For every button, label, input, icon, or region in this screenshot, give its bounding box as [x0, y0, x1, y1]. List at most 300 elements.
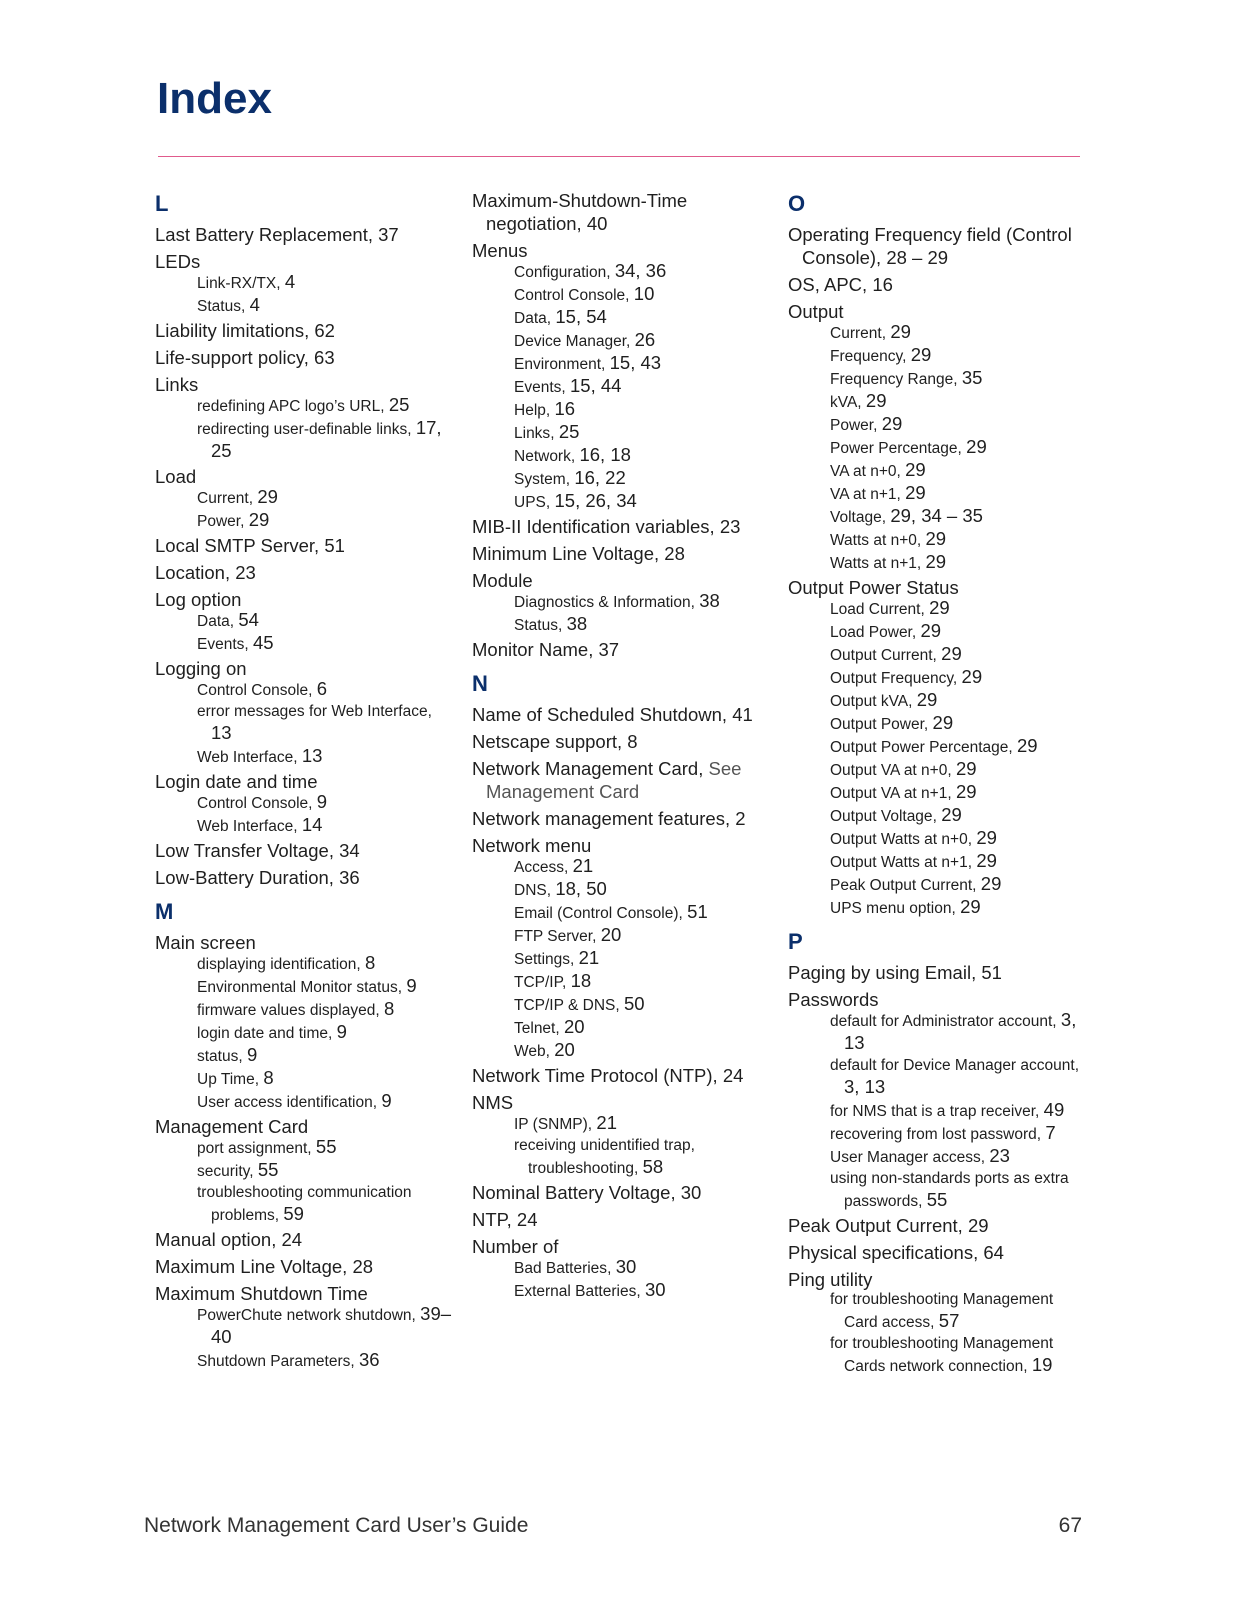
index-subentry-term: Power: [197, 513, 241, 530]
index-separator: ,: [557, 617, 567, 634]
index-subentry-term: Events: [514, 379, 562, 396]
index-separator: ,: [570, 448, 580, 465]
index-subentry: [802, 551, 1088, 574]
index-page-ref: 29: [929, 597, 950, 618]
index-separator: ,: [249, 1163, 258, 1180]
index-subentry-term: redirecting user-definable links: [197, 421, 408, 438]
index-subentry: [486, 947, 772, 970]
index-subentry: [169, 294, 455, 317]
index-page-ref: 54: [238, 609, 259, 630]
index-separator: ,: [244, 636, 254, 653]
index-separator: ,: [427, 703, 432, 720]
index-separator: ,: [690, 594, 700, 611]
index-subentry: [169, 1090, 455, 1113]
index-entry-term: Login date and time: [155, 771, 318, 792]
index-entry: [472, 638, 772, 661]
index-page-ref: 36: [358, 1349, 380, 1370]
index-page-ref: 64: [983, 1242, 1004, 1263]
index-separator: ,: [972, 877, 981, 894]
index-entry-term: LEDs: [155, 251, 201, 272]
index-subentry-term: Current: [197, 490, 249, 507]
index-page-ref: 40: [586, 213, 608, 234]
index-page-ref: 15, 44: [570, 375, 622, 396]
index-separator: ,: [367, 224, 379, 245]
index-entry-term: Last Battery Replacement: [155, 224, 368, 245]
index-separator: ,: [588, 639, 599, 660]
index-page-ref: 8: [365, 952, 376, 973]
index-entry: [788, 300, 1088, 574]
index-subentry-term: DNS: [514, 882, 547, 899]
index-separator: ,: [606, 264, 615, 281]
index-page-ref: 29: [905, 482, 926, 503]
index-page-ref: 26: [634, 329, 656, 350]
index-separator: ,: [857, 394, 866, 411]
index-entry: [155, 465, 455, 532]
index-subentry-term: Output Power: [830, 716, 924, 733]
index-subentry-term: Load Current: [830, 601, 921, 618]
index-page-ref: 29: [966, 436, 987, 457]
index-page-ref: 29: [960, 896, 981, 917]
index-separator: ,: [327, 1025, 337, 1042]
index-subentry: [486, 924, 772, 947]
index-subentry: [169, 678, 455, 701]
index-entry: [472, 542, 772, 565]
index-subentry: [486, 352, 772, 375]
index-page-ref: 18: [570, 970, 592, 991]
index-column-1: [155, 189, 455, 1374]
index-separator: ,: [304, 320, 315, 341]
index-separator: ,: [356, 956, 366, 973]
index-separator: ,: [967, 831, 977, 848]
index-page-ref: 57: [938, 1310, 960, 1331]
index-subentry-term: User access identification: [197, 1094, 373, 1111]
index-page-ref: 37: [378, 224, 399, 245]
index-subentry-list: [169, 1303, 455, 1372]
index-separator: ,: [947, 762, 956, 779]
index-separator: ,: [896, 463, 906, 480]
index-subentry: [169, 952, 455, 975]
index-page-ref: 19: [1031, 1354, 1053, 1375]
index-separator: ,: [634, 1160, 643, 1177]
index-subentry-term: Control Console: [197, 795, 309, 812]
index-separator: ,: [967, 854, 977, 871]
index-subentry: [802, 1333, 1088, 1377]
index-subentry: [486, 490, 772, 513]
index-separator: ,: [380, 398, 389, 415]
index-subentry-term: default for Device Manager account: [830, 1057, 1075, 1074]
index-subentry-term: PowerChute network shutdown: [197, 1307, 412, 1324]
index-subentry-list: [169, 609, 455, 655]
index-subentry: [486, 1039, 772, 1062]
index-entry: [472, 703, 772, 726]
index-entry: [155, 561, 455, 584]
index-page-ref: 29: [932, 712, 954, 733]
index-subentry: [169, 745, 455, 768]
index-separator: ,: [902, 348, 911, 365]
index-separator: ,: [506, 1209, 517, 1230]
index-page-ref: 29: [941, 804, 962, 825]
index-page-ref: 36: [339, 867, 360, 888]
index-separator: ,: [545, 494, 555, 511]
index-entry-term: Manual option: [155, 1229, 272, 1250]
index-subentry: [486, 993, 772, 1016]
index-subentry: [802, 597, 1088, 620]
index-separator: ,: [308, 795, 317, 812]
index-subentry: [802, 735, 1088, 758]
index-separator: ,: [563, 859, 573, 876]
index-entry: [472, 515, 772, 538]
index-page-ref: 25: [388, 394, 410, 415]
index-subentry-term: Diagnostics & Information: [514, 594, 691, 611]
index-page-ref: 21: [578, 947, 600, 968]
index-subentry-list: [169, 394, 455, 463]
index-separator: ,: [1052, 1013, 1061, 1030]
index-entry: [472, 1064, 772, 1087]
index-entry: [155, 657, 455, 768]
index-page-ref: 13: [211, 722, 232, 743]
index-page-ref: 37: [598, 639, 620, 660]
index-entry: [155, 534, 455, 557]
index-subentry-term: redefining APC logo’s URL: [197, 398, 381, 415]
index-page-ref: 29: [955, 758, 977, 779]
index-page-ref: 29: [920, 620, 942, 641]
index-entry-term: Load: [155, 466, 197, 487]
index-page-ref: 45: [253, 632, 274, 653]
index-entry-term: Management Card: [155, 1116, 309, 1137]
index-subentry: [169, 791, 455, 814]
index-entry: [155, 1115, 455, 1226]
index-separator: ,: [712, 1065, 723, 1086]
index-separator: ,: [617, 731, 628, 752]
index-entry: [155, 770, 455, 837]
index-page-ref: 23: [719, 516, 741, 537]
index-page-ref: 8: [263, 1067, 274, 1088]
index-page-ref: 10: [633, 283, 655, 304]
index-entry-term: Name of Scheduled Shutdown: [472, 704, 722, 725]
index-page-ref: 6: [316, 678, 328, 699]
index-page-ref: 29: [890, 321, 911, 342]
index-entry: [788, 576, 1088, 919]
index-page-ref: 17, 25: [211, 417, 442, 461]
index-separator: ,: [254, 1071, 264, 1088]
index-subentry-list: [486, 1256, 772, 1302]
index-subentry: [802, 827, 1088, 850]
index-separator: ,: [862, 274, 873, 295]
index-subentry-term: UPS: [514, 494, 546, 511]
index-entry-term: NMS: [472, 1092, 514, 1113]
index-entry-term: Logging on: [155, 658, 247, 679]
index-subentry: [802, 896, 1088, 919]
index-subentry-list: [802, 597, 1088, 919]
index-entry: [155, 931, 455, 1113]
index-page-ref: 15, 26, 34: [554, 490, 637, 511]
index-page-ref: 3, 13: [844, 1009, 1077, 1053]
index-separator: ,: [953, 371, 962, 388]
index-subentry-term: status: [197, 1048, 239, 1065]
index-entry-term: Number of: [472, 1236, 559, 1257]
index-subentry-list: [169, 678, 455, 768]
index-page-ref: 29: [257, 486, 278, 507]
index-letter-heading: M: [155, 899, 174, 924]
index-page-ref: 25: [558, 421, 580, 442]
index-separator: ,: [545, 1043, 555, 1060]
index-subentry-term: Access: [514, 859, 564, 876]
index-subentry-term: security: [197, 1163, 250, 1180]
index-subentry-term: Configuration: [514, 264, 607, 281]
index-separator: ,: [930, 1314, 939, 1331]
index-entry: [472, 1091, 772, 1179]
index-page-ref: 8: [627, 731, 638, 752]
index-entry-term: Network Management Card,: [472, 758, 704, 779]
index-entry: [155, 250, 455, 317]
index-entry-term: Operating Frequency field (Control Console): [788, 224, 1072, 268]
index-entry: [155, 1228, 455, 1251]
index-entry-term: Maximum-Shutdown-Time negotiation: [472, 190, 688, 234]
index-separator: ,: [971, 962, 982, 983]
index-separator: ,: [918, 1193, 927, 1210]
index-separator: ,: [240, 298, 250, 315]
index-separator: ,: [951, 900, 961, 917]
index-entry-term: Log option: [155, 589, 242, 610]
index-entry-term: Passwords: [788, 989, 879, 1010]
index-page-ref: 29: [925, 528, 947, 549]
index-subentry-term: Data: [514, 310, 547, 327]
index-page-ref: 20: [554, 1039, 575, 1060]
index-page-ref: 29: [961, 666, 983, 687]
index-subentry-term: Email (Control Console): [514, 905, 679, 922]
index-separator: ,: [916, 555, 926, 572]
index-separator: ,: [248, 490, 258, 507]
index-separator: ,: [545, 402, 555, 419]
index-entry-term: Module: [472, 570, 533, 591]
index-entry: [788, 1214, 1088, 1237]
index-subentry: [169, 509, 455, 532]
index-separator: ,: [1035, 1103, 1044, 1120]
index-page-ref: 30: [680, 1182, 702, 1203]
index-entry: [472, 1208, 772, 1231]
index-subentry: [802, 873, 1088, 896]
index-page-ref: 3, 13: [844, 1076, 886, 1097]
index-subentry-term: default for Administrator account: [830, 1013, 1053, 1030]
index-separator: ,: [908, 693, 917, 710]
index-subentry-term: Load Power: [830, 624, 912, 641]
index-subentry-term: VA at n+1: [830, 486, 897, 503]
index-entry: [155, 588, 455, 655]
index-subentry-term: Device Manager: [514, 333, 627, 350]
index-page-ref: 55: [926, 1189, 948, 1210]
index-entry: [155, 1255, 455, 1278]
index-entry-term: MIB-II Identification variables: [472, 516, 710, 537]
index-separator: ,: [625, 287, 634, 304]
index-separator: ,: [592, 928, 601, 945]
index-separator: ,: [636, 1283, 645, 1300]
index-subentry: [169, 701, 455, 745]
index-subentry-list: [802, 321, 1088, 574]
index-page-ref: 29: [976, 850, 997, 871]
index-subentry: [802, 1122, 1088, 1145]
index-subentry: [802, 850, 1088, 873]
index-subentry-term: Web Interface: [197, 749, 294, 766]
index-subentry-term: Help: [514, 402, 546, 419]
index-entry: [155, 1282, 455, 1372]
index-subentry-term: External Batteries: [514, 1283, 637, 1300]
index-subentry-term: IP (SNMP): [514, 1116, 588, 1133]
index-subentry: [169, 609, 455, 632]
index-page-ref: 49: [1043, 1099, 1065, 1120]
index-subentry-list: [486, 855, 772, 1062]
index-subentry: [486, 1016, 772, 1039]
index-subentry-term: Power Percentage: [830, 440, 958, 457]
index-page-ref: 9: [381, 1090, 392, 1111]
index-separator: ,: [601, 356, 610, 373]
index-separator: ,: [957, 1215, 968, 1236]
index-page-ref: 7: [1045, 1122, 1056, 1143]
index-subentry: [802, 1099, 1088, 1122]
index-page-ref: 29: [248, 509, 270, 530]
index-separator: ,: [607, 1260, 616, 1277]
index-entry: [472, 807, 772, 830]
index-page-ref: 24: [722, 1065, 744, 1086]
index-subentry: [486, 901, 772, 924]
index-letter-heading: L: [155, 191, 169, 216]
index-page-ref: 16, 18: [579, 444, 631, 465]
index-separator: ,: [1008, 739, 1017, 756]
index-separator: ,: [626, 333, 635, 350]
index-subentry: [486, 1279, 772, 1302]
index-letter-heading: P: [788, 929, 803, 954]
index-subentry-list: [169, 1136, 455, 1226]
index-subentry: [486, 283, 772, 306]
index-entry-term: Physical specifications: [788, 1242, 974, 1263]
index-page-ref: 34, 36: [614, 260, 667, 281]
index-subentry-term: Current: [830, 325, 882, 342]
index-separator: ,: [916, 532, 926, 549]
index-page-ref: 39– 40: [211, 1303, 452, 1347]
index-subentry-term: Environment: [514, 356, 602, 373]
index-subentry-term: Bad Batteries: [514, 1260, 608, 1277]
index-subentry: [486, 1112, 772, 1135]
title-divider: [158, 156, 1080, 157]
index-page-ref: 24: [281, 1229, 303, 1250]
index-subentry-list: [486, 1112, 772, 1179]
index-subentry-term: Frequency Range: [830, 371, 954, 388]
index-separator: ,: [328, 867, 340, 888]
index-page-ref: 58: [642, 1156, 664, 1177]
index-subentry: [169, 975, 455, 998]
index-subentry: [486, 613, 772, 636]
index-page-ref: 21: [596, 1112, 617, 1133]
index-subentry-term: Output VA at n+0: [830, 762, 948, 779]
index-subentry: [802, 459, 1088, 482]
index-subentry: [802, 689, 1088, 712]
index-separator: ,: [350, 1353, 359, 1370]
index-subentry-term: Output Watts at n+1: [830, 854, 968, 871]
index-separator: ,: [561, 379, 571, 396]
index-subentry-term: Up Time: [197, 1071, 255, 1088]
index-subentry: [802, 528, 1088, 551]
index-entry: [155, 373, 455, 463]
index-page-ref: 29: [955, 781, 977, 802]
index-entry-term: Minimum Line Voltage: [472, 543, 655, 564]
index-entry-term: Peak Output Current: [788, 1215, 958, 1236]
index-page-ref: 29: [967, 1215, 989, 1236]
index-separator: ,: [397, 979, 407, 996]
index-subentry: [802, 666, 1088, 689]
index-subentry: [486, 590, 772, 613]
index-subentry-term: Frequency: [830, 348, 903, 365]
index-page-ref: 9: [336, 1021, 347, 1042]
index-subentry: [169, 417, 455, 463]
index-entry-term: Low-Battery Duration: [155, 867, 329, 888]
index-subentry: [802, 758, 1088, 781]
index-page-ref: 51: [324, 535, 345, 556]
index-subentry: [169, 1349, 455, 1372]
index-separator: ,: [570, 951, 579, 968]
index-subentry: [486, 306, 772, 329]
index-subentry-term: error messages for Web Interface: [197, 703, 428, 720]
index-letter-heading: O: [788, 191, 806, 216]
index-subentry: [169, 1044, 455, 1067]
index-subentry-term: Shutdown Parameters: [197, 1353, 351, 1370]
index-separator: ,: [307, 1140, 316, 1157]
index-separator: ,: [957, 440, 967, 457]
index-subentry-term: Status: [197, 298, 241, 315]
index-subentry: [169, 1303, 455, 1349]
index-separator: ,: [293, 818, 302, 835]
index-subentry: [169, 632, 455, 655]
index-subentry-list: [169, 271, 455, 317]
index-subentry: [486, 970, 772, 993]
index-subentry-term: UPS menu option: [830, 900, 952, 917]
index-separator: ,: [1074, 1057, 1080, 1074]
index-separator: ,: [973, 1242, 984, 1263]
index-subentry: [486, 398, 772, 421]
index-subentry-term: Output Power Percentage: [830, 739, 1009, 756]
index-entry-term: Liability limitations: [155, 320, 305, 341]
index-page-ref: 51: [687, 901, 708, 922]
index-separator: ,: [328, 840, 340, 861]
index-subentry: [802, 804, 1088, 827]
index-column-2: [472, 189, 772, 1304]
index-subentry: [802, 781, 1088, 804]
index-subentry: [802, 1009, 1088, 1055]
index-entry: [788, 1241, 1088, 1264]
index-separator: ,: [274, 1207, 284, 1224]
index-page-ref: 29: [980, 873, 1002, 894]
index-separator: ,: [576, 213, 587, 234]
index-entry: [788, 273, 1088, 296]
index-subentry-term: receiving unidentified trap, troubleshooting: [514, 1137, 695, 1177]
index-separator: ,: [1023, 1358, 1032, 1375]
index-subentry-term: Status: [514, 617, 558, 634]
index-subentry: [802, 436, 1088, 459]
index-separator: ,: [407, 421, 416, 438]
index-entry-term: Network management features: [472, 808, 725, 829]
index-separator: ,: [932, 647, 942, 664]
index-separator: ,: [980, 1149, 990, 1166]
index-page-ref: 20: [600, 924, 622, 945]
index-page-ref: 9: [316, 791, 328, 812]
index-subentry-term: User Manager access: [830, 1149, 981, 1166]
index-subentry-term: troubleshooting communication problems: [197, 1184, 412, 1224]
index-see-reference: See Management Card: [486, 758, 742, 802]
index-subentry-term: Link-RX/TX: [197, 275, 277, 292]
index-letter-heading: N: [472, 671, 488, 696]
index-subentry-term: Data: [197, 613, 230, 630]
index-separator: ,: [952, 670, 962, 687]
index-separator: ,: [240, 513, 249, 530]
index-subentry-term: Web: [514, 1043, 546, 1060]
